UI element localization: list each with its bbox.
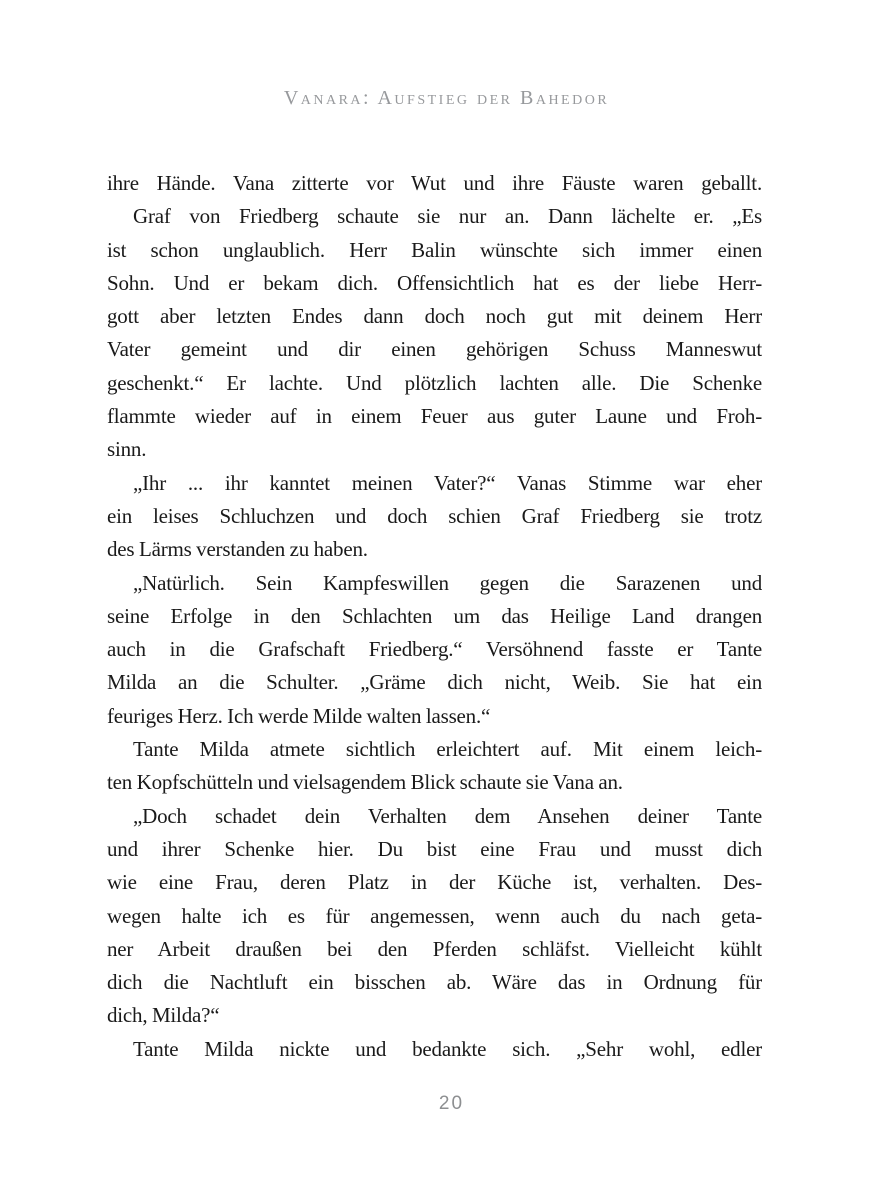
paragraph xyxy=(107,567,762,733)
text-line: „Doch schadet dein Verhalten dem Ansehen deiner Tante xyxy=(133,803,762,828)
text-line: auch in die Grafschaft Friedberg.“ Versöhnend fasste er Tante xyxy=(107,637,762,662)
paragraph xyxy=(107,1033,762,1066)
page-number: 20 xyxy=(438,1093,465,1114)
text-line: Tante Milda nickte und bedankte sich. „Sehr wohl, edler xyxy=(133,1036,762,1061)
text-line: „Natürlich. Sein Kampfeswillen gegen die Sarazenen und xyxy=(133,570,762,595)
text-line: dich, Milda?“ xyxy=(107,1003,220,1028)
paragraph xyxy=(107,467,762,567)
paragraph xyxy=(107,733,762,800)
text-line: Tante Milda atmete sichtlich erleichtert auf. Mit einem leich- xyxy=(133,737,762,762)
text-line: wie eine Frau, deren Platz in der Küche ist, verhalten. Des- xyxy=(107,870,762,895)
text-line: Sohn. Und er bekam dich. Offensichtlich hat es der liebe Herr- xyxy=(107,270,762,295)
text-line: flammte wieder auf in einem Feuer aus guter Laune und Froh- xyxy=(107,404,762,429)
text-line: sinn. xyxy=(107,437,147,462)
text-line: gott aber letzten Endes dann doch noch gut mit deinem Herr xyxy=(107,304,762,329)
text-line: ten Kopfschütteln und vielsagendem Blick schaute sie Vana an. xyxy=(107,770,623,795)
body-text xyxy=(107,167,762,1066)
text-line: ein leises Schluchzen und doch schien Graf Friedberg sie trotz xyxy=(107,503,762,528)
paragraph xyxy=(107,800,762,1033)
text-line: dich die Nachtluft ein bisschen ab. Wäre das in Ordnung für xyxy=(107,970,762,995)
paragraph xyxy=(107,167,762,200)
text-line: ihre Hände. Vana zitterte vor Wut und ihre Fäuste waren geballt. xyxy=(107,171,762,195)
text-line: Graf von Friedberg schaute sie nur an. Dann lächelte er. „Es xyxy=(133,204,762,229)
text-line: „Ihr ... ihr kanntet meinen Vater?“ Vanas Stimme war eher xyxy=(133,470,762,495)
running-header: Vanara: Aufstieg der Bahedor xyxy=(283,87,610,109)
text-line: und ihrer Schenke hier. Du bist eine Frau und musst dich xyxy=(107,836,762,861)
text-line: seine Erfolge in den Schlachten um das Heilige Land drangen xyxy=(107,603,762,628)
text-line: ner Arbeit draußen bei den Pferden schläfst. Vielleicht kühlt xyxy=(107,936,762,961)
paragraph xyxy=(107,200,762,466)
text-line: wegen halte ich es für angemessen, wenn auch du nach geta- xyxy=(107,903,762,928)
text-line: Vater gemeint und dir einen gehörigen Schuss Manneswut xyxy=(107,337,762,362)
text-line: ist schon unglaublich. Herr Balin wünschte sich immer einen xyxy=(107,237,762,262)
text-line: Milda an die Schulter. „Gräme dich nicht, Weib. Sie hat ein xyxy=(107,670,762,695)
text-line: geschenkt.“ Er lachte. Und plötzlich lachten alle. Die Schenke xyxy=(107,370,762,395)
text-line: feuriges Herz. Ich werde Milde walten lassen.“ xyxy=(107,703,491,728)
text-line: des Lärms verstanden zu haben. xyxy=(107,537,368,562)
